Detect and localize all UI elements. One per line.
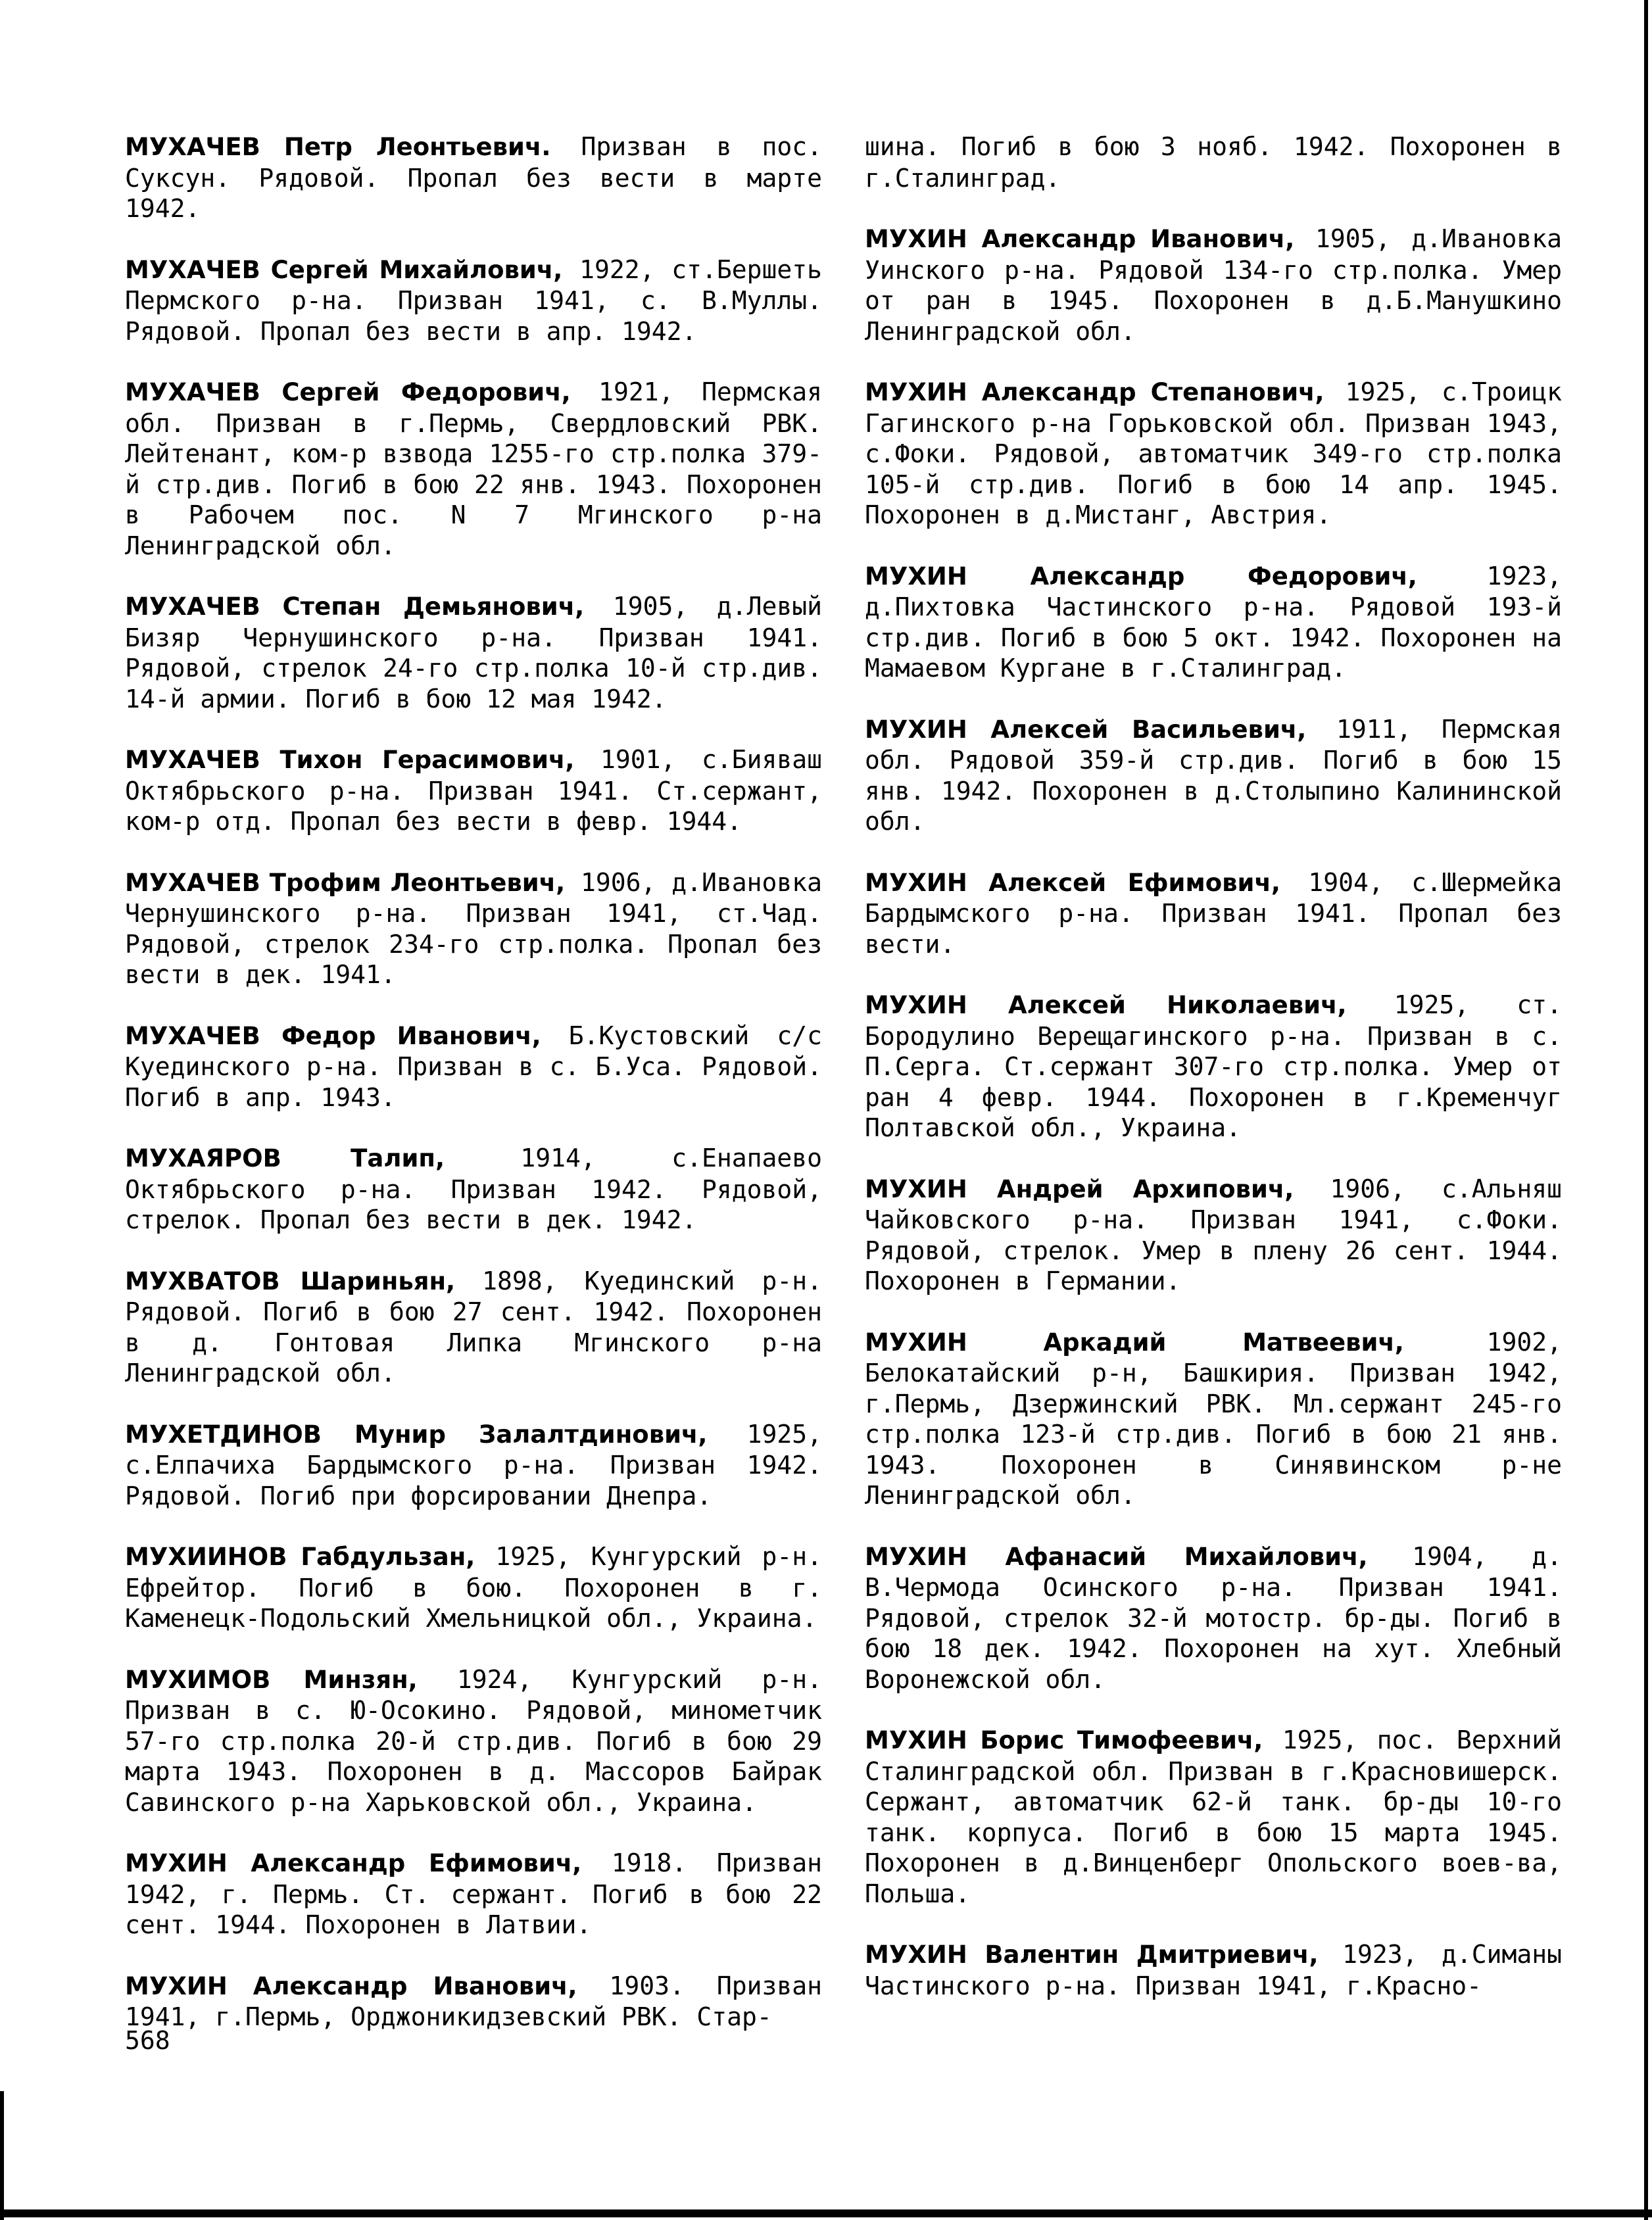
entry-name: МУХИН Александр Иванович, [125, 1971, 577, 2000]
entry-name: МУХИН Валентин Дмитриевич, [865, 1941, 1319, 1969]
entry [865, 224, 1562, 347]
entry-text: 1925, Кунгурский р-н. Ефрейтор. Погиб в бою. Похоронен в г. Каменецк-Подольский Хмельницкой обл., Украина. [125, 1542, 822, 1633]
scan-border-right [1644, 0, 1648, 2220]
entry-name: МУХИМОВ Минзян, [125, 1665, 418, 1694]
entry-name: МУХИН Алексей Николаевич, [865, 991, 1347, 1019]
entry-continuation [865, 132, 1562, 193]
entry-name: МУХИН Алексей Ефимович, [865, 868, 1280, 897]
entry [865, 1725, 1562, 1909]
entry-name: МУХАЧЕВ Сергей Федорович, [125, 378, 571, 406]
scan-border-bottom [0, 2209, 1652, 2217]
entry [125, 1266, 822, 1389]
entry [125, 1419, 822, 1512]
entry [125, 1664, 822, 1818]
scan-border-left [0, 2091, 4, 2220]
entry [125, 1848, 822, 1941]
entry [125, 1143, 822, 1236]
entry-text: 1925, ст. Бородулино Верещагинского р-на. Призван в с. П.Серга. Ст.сержант 307-го стр.полка. Умер от ран 4 февр. 1944. Похоронен в г.Кременчуг Полтавской обл., Украина. [865, 990, 1562, 1142]
entry-text: 1925, с.Троицк Гагинского р-на Горьковской обл. Призван 1943, с.Фоки. Рядовой, автоматчик 349-го стр.полка 105-й стр.див. Погиб в бою 14 апр. 1945. Похоронен в д.Мистанг, Австрия. [865, 377, 1562, 529]
entry-name: МУХАЧЕВ Федор Иванович, [125, 1021, 541, 1050]
entry-text: 1914, с.Енапаево Октябрьского р-на. Призван 1942. Рядовой, стрелок. Пропал без вести в дек. 1942. [125, 1144, 822, 1234]
entry-text: 1903. Призван 1941, г.Пермь, Орджоникидзевский РВК. Стар- [125, 1971, 823, 2031]
entry-text: 1921, Пермская обл. Призван в г.Пермь, Свердловский РВК. Лейтенант, ком-р взвода 1255-го стр.полка 379-й стр.див. Погиб в бою 22 янв. 1943. Похоронен в Рабочем пос. N 7 Мгинского р-на Ленинградской обл. [125, 377, 822, 560]
entry [125, 867, 822, 990]
entry-text: 1902, Белокатайский р-н, Башкирия. Призван 1942, г.Пермь, Дзержинский РВК. Мл.сержант 245-го стр.полка 123-й стр.див. Погиб в бою 21 янв. 1943. Похоронен в Синявинском р-не Ленинградской обл. [865, 1327, 1562, 1510]
left-column [125, 132, 822, 2063]
entry-text: 1905, д.Ивановка Уинского р-на. Рядовой 134-го стр.полка. Умер от ран в 1945. Похоронен в д.Б.Манушкино Ленинградской обл. [865, 224, 1562, 346]
entry [125, 591, 822, 714]
entry [125, 1971, 822, 2033]
entry-name: МУХИН Андрей Архипович, [865, 1174, 1294, 1203]
entry-text: 1923, д.Симаны Частинского р-на. Призван 1941, г.Красно- [865, 1940, 1562, 2000]
entry-text: 1911, Пермская обл. Рядовой 359-й стр.див. Погиб в бою 15 янв. 1942. Похоронен в д.Столыпино Калининской обл. [865, 714, 1563, 836]
entry-text: 1922, ст.Бершеть Пермского р-на. Призван 1941, с. В.Муллы. Рядовой. Пропал без вести в апр. 1942. [125, 254, 822, 346]
entry [865, 377, 1562, 531]
entry-text: 1923, д.Пихтовка Частинского р-на. Рядовой 193-й стр.див. Погиб в бою 5 окт. 1942. Похоронен на Мамаевом Кургане в г.Сталинград. [865, 561, 1562, 683]
entry-text: 1904, с.Шермейка Бардымского р-на. Призван 1941. Пропал без вести. [865, 867, 1562, 959]
entry-name: МУХИН Александр Степанович, [865, 378, 1324, 406]
entry-name: МУХИН Александр Федорович, [865, 562, 1417, 591]
entry [865, 714, 1562, 837]
page-number: 568 [125, 2026, 170, 2055]
entry-text: 1898, Куединский р-н. Рядовой. Погиб в бою 27 сент. 1942. Похоронен в д. Гонтовая Липка Мгинского р-на Ленинградской обл. [125, 1266, 822, 1388]
entry-text: шина. Погиб в бою 3 нояб. 1942. Похоронен в г.Сталинград. [865, 132, 1562, 193]
entry-text: 1924, Кунгурский р-н. Призван в с. Ю-Осокино. Рядовой, минометчик 57-го стр.полка 20-й стр.див. Погиб в бою 29 марта 1943. Похоронен в д. Массоров Байрак Савинского р-на Харьковской обл., Украина. [125, 1664, 822, 1817]
entry [865, 867, 1562, 960]
entry-name: МУХИН Аркадий Матвеевич, [865, 1328, 1404, 1357]
entry-text: 1906, с.Альняш Чайковского р-на. Призван 1941, с.Фоки. Рядовой, стрелок. Умер в плену 26 сент. 1944. Похоронен в Германии. [865, 1174, 1562, 1295]
entry-name: МУХАЯРОВ Талип, [125, 1144, 445, 1172]
entry-text: 1906, д.Ивановка Чернушинского р-на. Призван 1941, ст.Чад. Рядовой, стрелок 234-го стр.полка. Пропал без вести в дек. 1941. [125, 867, 822, 989]
entry-text: 1904, д. В.Чермода Осинского р-на. Призван 1941. Рядовой, стрелок 32-й мотостр. бр-ды. Погиб в бою 18 дек. 1942. Похоронен на хут. Хлебный Воронежской обл. [865, 1541, 1563, 1694]
entry [125, 377, 822, 561]
entry-name: МУХИН Александр Ефимович, [125, 1849, 582, 1877]
entry [125, 1541, 822, 1634]
entry [865, 561, 1562, 684]
entry [125, 744, 822, 837]
entry-name: МУХИН Афанасий Михайлович, [865, 1542, 1368, 1571]
entry-text: 1925, пос. Верхний Сталинградской обл. Призван в г.Красновишерск. Сержант, автоматчик 62-й танк. бр-ды 10-го танк. корпуса. Погиб в бою 15 марта 1945. Похоронен в д.Винценберг Опольского воев-ва, Польша. [865, 1725, 1562, 1908]
entry-name: МУХВАТОВ Шариньян, [125, 1267, 456, 1295]
entry-text: 1925, с.Елпачиха Бардымского р-на. Призван 1942. Рядовой. Погиб при форсировании Днепра. [125, 1419, 822, 1510]
entry-name: МУХИН Александр Иванович, [865, 225, 1295, 253]
entry [865, 1174, 1562, 1297]
entry [865, 990, 1562, 1144]
entry-name: МУХИН Алексей Васильевич, [865, 715, 1307, 744]
entry [125, 254, 822, 347]
entry-name: МУХИИНОВ Габдульзан, [125, 1543, 475, 1571]
entry-name: МУХИН Борис Тимофеевич, [865, 1726, 1263, 1754]
entry [865, 1541, 1562, 1695]
entry-name: МУХАЧЕВ Сергей Михайлович, [125, 255, 563, 284]
entry-name: МУХАЧЕВ Тихон Герасимович, [125, 746, 575, 774]
entry-text: 1901, с.Бияваш Октябрьского р-на. Призван 1941. Ст.сержант, ком-р отд. Пропал без вести в февр. 1944. [125, 745, 822, 836]
entry-name: МУХАЧЕВ Трофим Леонтьевич, [125, 868, 566, 897]
entry-text: 1905, д.Левый Бизяр Чернушинского р-на. Призван 1941. Рядовой, стрелок 24-го стр.полка 10-й стр.див. 14-й армии. Погиб в бою 12 мая 1942. [125, 592, 822, 713]
entry-name: МУХЕТДИНОВ Мунир Залалтдинович, [125, 1420, 708, 1449]
entry [865, 1939, 1562, 2001]
entry-text: Призван в пос. Суксун. Рядовой. Пропал без вести в марте 1942. [125, 132, 822, 223]
entry-text: Б.Кустовский с/с Куединского р-на. Призван в с. Б.Уса. Рядовой. Погиб в апр. 1943. [125, 1021, 822, 1112]
entry [125, 132, 822, 224]
entry-name: МУХАЧЕВ Степан Демьянович, [125, 592, 585, 621]
entry [125, 1021, 822, 1113]
entry-name: МУХАЧЕВ Петр Леонтьевич. [125, 133, 551, 161]
entry [865, 1327, 1562, 1511]
right-column [865, 132, 1562, 2031]
entry-text: 1918. Призван 1942, г. Пермь. Ст. сержант. Погиб в бою 22 сент. 1944. Похоронен в Латвии. [125, 1848, 822, 1939]
